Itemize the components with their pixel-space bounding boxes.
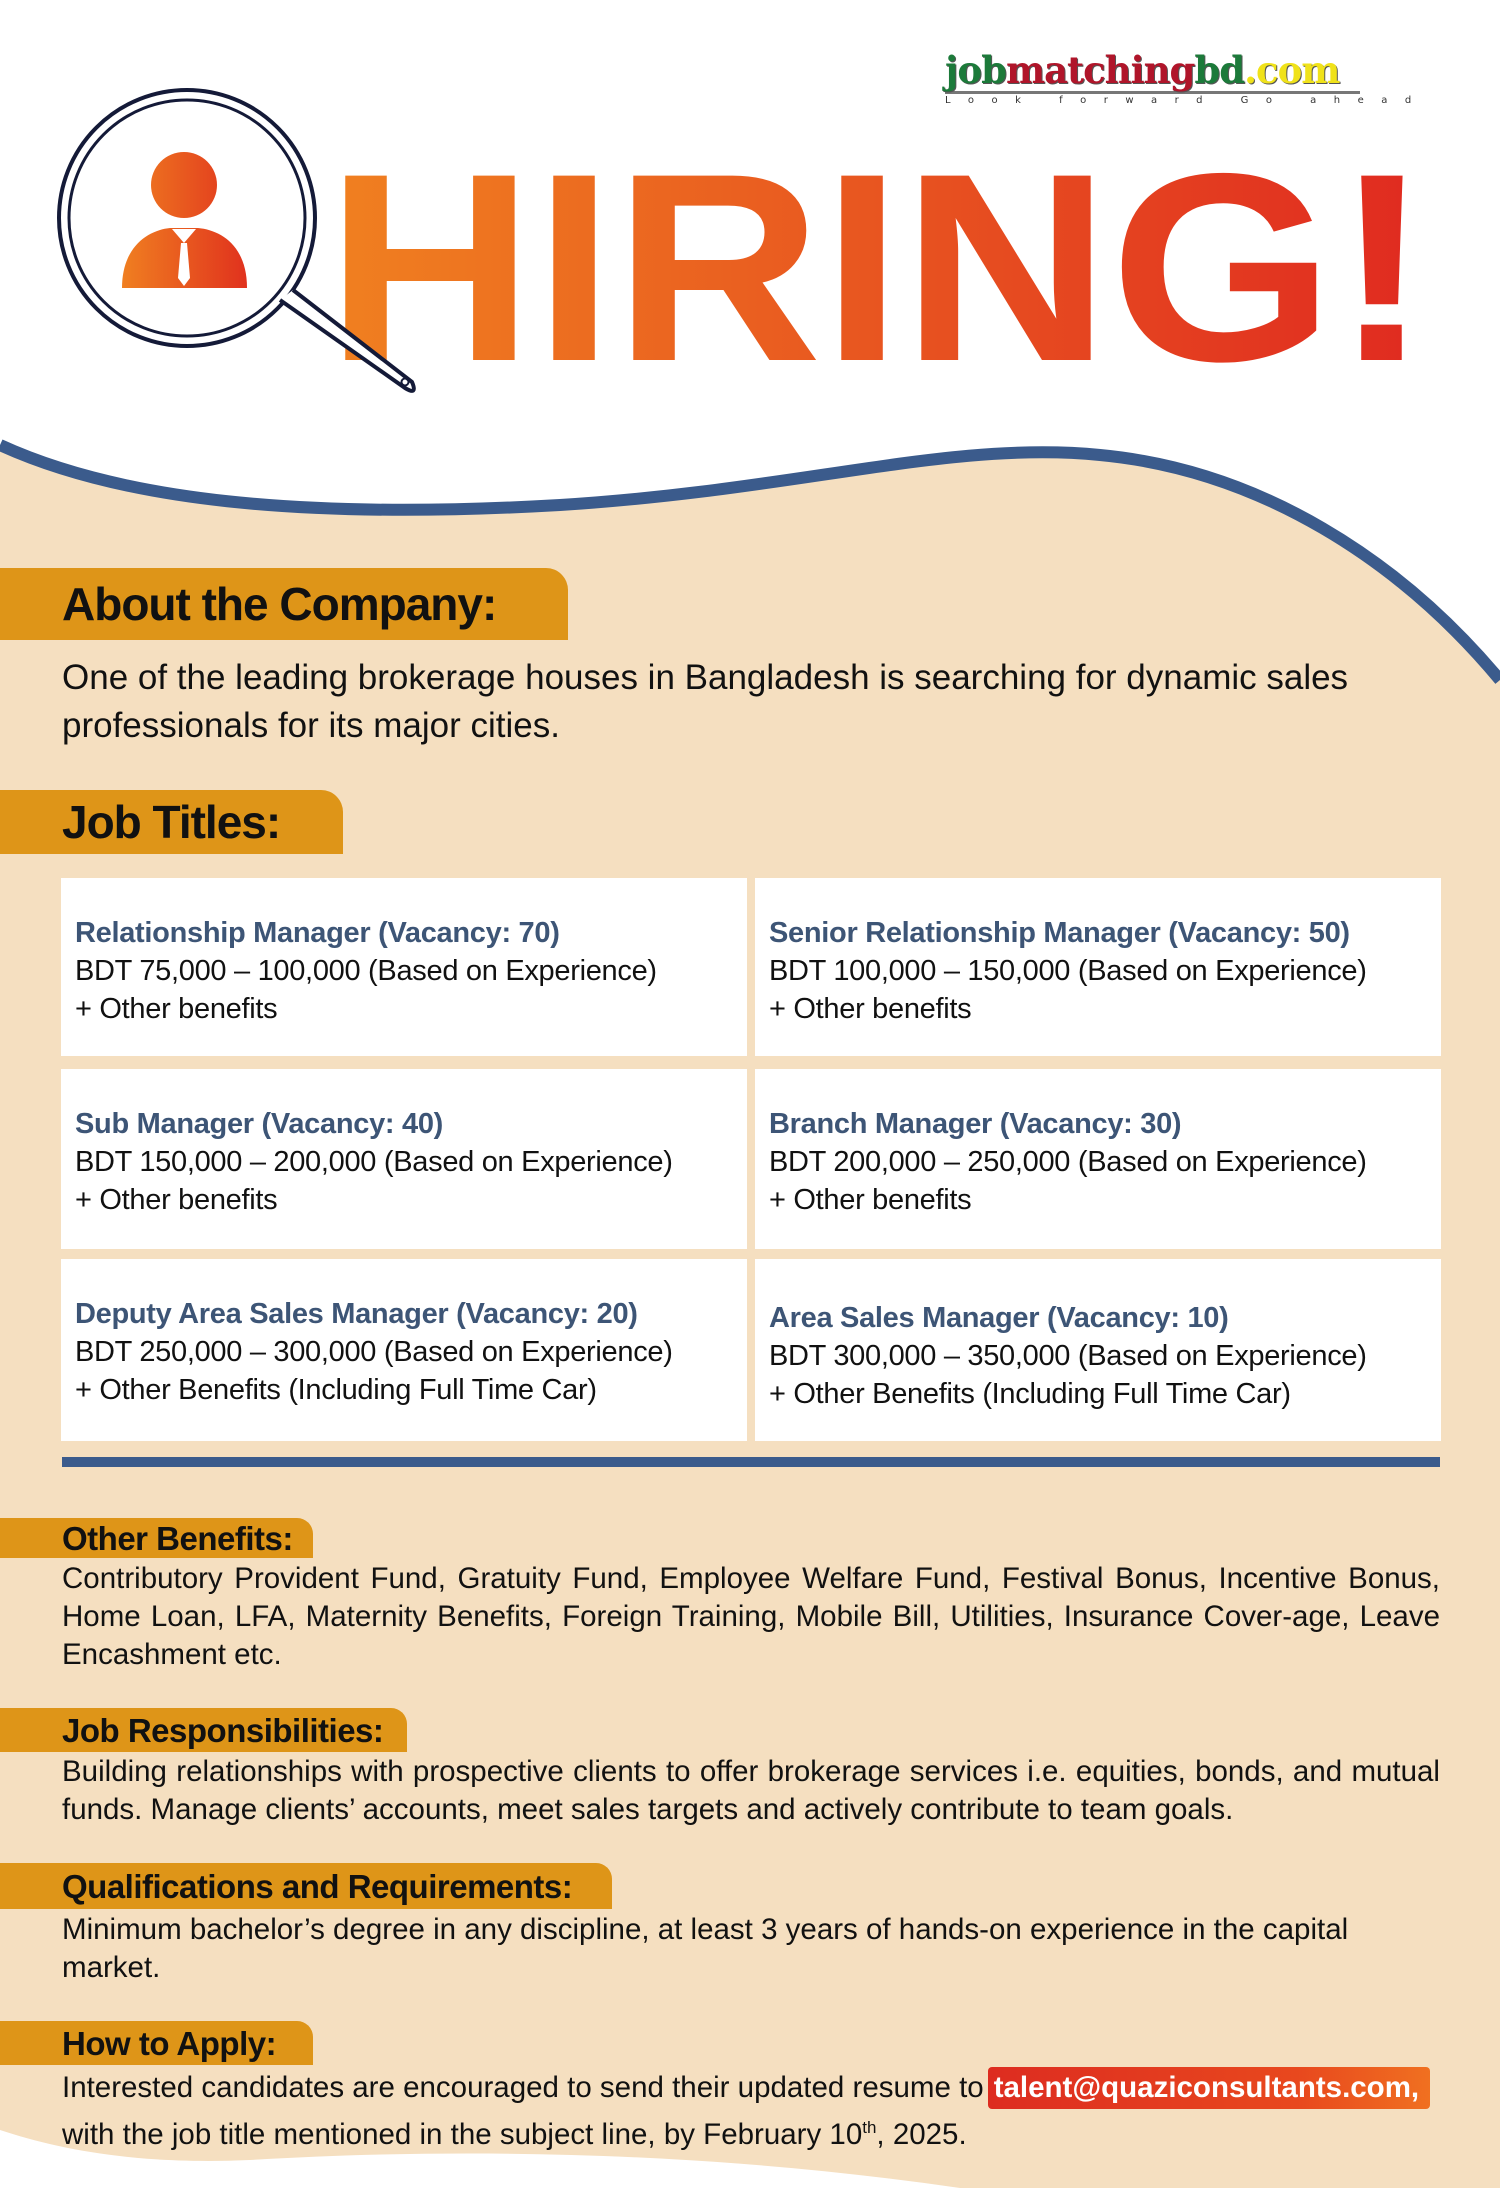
- about-heading: About the Company:: [62, 578, 497, 630]
- responsibilities-text: Building relationships with prospective clients to offer brokerage services i.e. equities, bonds, and mutual funds. Manage clients’ accounts, meet sales targets and actively contribute to team goals.: [62, 1755, 1440, 1826]
- job-title: Area Sales Manager (Vacancy: 10): [769, 1302, 1229, 1334]
- apply-text: [62, 2067, 1500, 2154]
- job-card: [755, 1069, 1441, 1249]
- job-salary: BDT 300,000 – 350,000 (Based on Experience): [769, 1340, 1367, 1372]
- qualifications-text: Minimum bachelor’s degree in any discipline, at least 3 years of hands-on experience in the capital market.: [62, 1913, 1349, 1984]
- job-benefits: + Other benefits: [75, 993, 278, 1025]
- job-card: [61, 1259, 747, 1441]
- job-title: Sub Manager (Vacancy: 40): [75, 1108, 444, 1140]
- job-salary: BDT 250,000 – 300,000 (Based on Experience): [75, 1336, 673, 1368]
- job-benefits: + Other Benefits (Including Full Time Car): [75, 1374, 597, 1406]
- job-benefits: + Other benefits: [769, 993, 972, 1025]
- apply-heading: How to Apply:: [62, 2025, 277, 2062]
- job-title: Relationship Manager (Vacancy: 70): [75, 917, 560, 949]
- qualifications-heading: Qualifications and Requirements:: [62, 1868, 573, 1905]
- benefits-heading: Other Benefits:: [62, 1520, 293, 1557]
- apply-line-1: [62, 2067, 1500, 2109]
- job-salary: BDT 75,000 – 100,000 (Based on Experience): [75, 955, 657, 987]
- job-benefits: + Other Benefits (Including Full Time Car): [769, 1378, 1291, 1410]
- job-card: [61, 878, 747, 1056]
- job-title: Deputy Area Sales Manager (Vacancy: 20): [75, 1298, 638, 1330]
- job-card: [755, 878, 1441, 1056]
- logo-wordmark: jobmatchingbd.com: [945, 48, 1340, 92]
- job-card: [61, 1069, 747, 1249]
- apply-line-1-text: Interested candidates are encouraged to send their updated resume to: [62, 2071, 984, 2104]
- apply-heading-tab: [0, 2021, 313, 2065]
- job-salary: BDT 150,000 – 200,000 (Based on Experience): [75, 1146, 673, 1178]
- apply-line-2-text: with the job title mentioned in the subject line, by February 10: [62, 2117, 863, 2151]
- section-divider: [62, 1457, 1440, 1467]
- logo-tagline: Look forward Go ahead: [945, 95, 1429, 106]
- apply-line-2-suffix: , 2025.: [876, 2117, 967, 2151]
- responsibilities-heading: Job Responsibilities:: [62, 1712, 384, 1749]
- job-salary: BDT 200,000 – 250,000 (Based on Experience): [769, 1146, 1367, 1178]
- apply-ordinal: th: [862, 2118, 877, 2137]
- job-benefits: + Other benefits: [769, 1184, 972, 1216]
- benefits-heading-tab: [0, 1518, 313, 1558]
- job-title: Senior Relationship Manager (Vacancy: 50): [769, 917, 1350, 949]
- job-titles-heading-tab: [0, 790, 343, 854]
- hiring-header: [0, 60, 1500, 420]
- apply-email-link[interactable]: talent@quaziconsultants.com,: [988, 2067, 1430, 2109]
- job-salary: BDT 100,000 – 150,000 (Based on Experience): [769, 955, 1367, 987]
- about-heading-tab: [0, 568, 568, 640]
- about-text: One of the leading brokerage houses in Bangladesh is searching for dynamic sales professionals for its major cities.: [62, 658, 1349, 745]
- job-card: [755, 1259, 1441, 1441]
- hiring-headline: HIRING!: [326, 117, 1430, 417]
- job-titles-heading: Job Titles:: [62, 796, 281, 848]
- benefits-text: Contributory Provident Fund, Gratuity Fund, Employee Welfare Fund, Festival Bonus, Incentive Bonus, Home Loan, LFA, Maternity Benefits, Foreign Training, Mobile Bill, Utilities, Insurance Cover-age, Leave Encashment etc.: [62, 1562, 1440, 1671]
- responsibilities-heading-tab: [0, 1708, 407, 1752]
- job-benefits: + Other benefits: [75, 1184, 278, 1216]
- job-title: Branch Manager (Vacancy: 30): [769, 1108, 1182, 1140]
- qualifications-heading-tab: [0, 1863, 612, 1909]
- apply-line-2: [62, 2109, 1500, 2154]
